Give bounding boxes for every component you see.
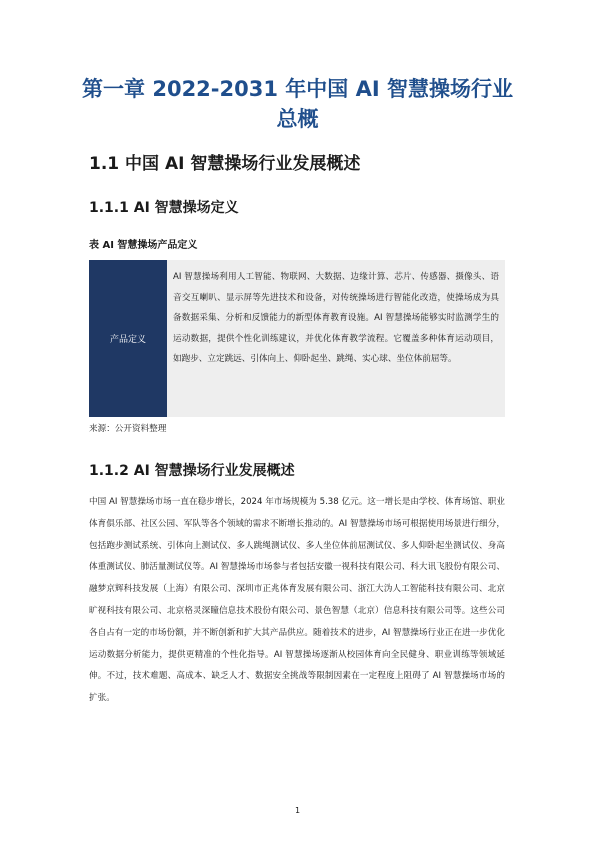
- source-note: 来源：公开资料整理: [89, 424, 167, 434]
- definition-row-label: 产品定义: [89, 260, 167, 417]
- definition-table: [89, 260, 505, 417]
- page-number: 1: [294, 806, 301, 815]
- section-heading-1-1: 1.1 中国 AI 智慧操场行业发展概述: [89, 154, 361, 174]
- chapter-title-line2: 总概: [276, 107, 319, 131]
- definition-row-text: AI 智慧操场利用人工智能、物联网、大数据、边缘计算、芯片、传感器、摄像头、语音交互喇叭、显示屏等先进技术和设备，对传统操场进行智能化改造，使操场成为具备数据采集、分析和反馈能力的新型体育教育设施。AI 智慧操场能够实时监测学生的运动数据，提供个性化训练建议，并优化体育教学流程。它覆盖多种体育运动项目，如跑步、立定跳远、引体向上、仰卧起坐、跳绳、实心球、坐位体前屈等。: [167, 260, 505, 417]
- chapter-title-line1: 第一章 2022-2031 年中国 AI 智慧操场行业: [82, 77, 513, 101]
- chapter-title: [60, 74, 535, 134]
- table-caption: 表 AI 智慧操场产品定义: [89, 240, 198, 251]
- section-heading-1-1-2: 1.1.2 AI 智慧操场行业发展概述: [89, 463, 295, 479]
- body-paragraph: 中国 AI 智慧操场市场一直在稳步增长，2024 年市场规模为 5.38 亿元。这一增长是由学校、体育场馆、职业体育俱乐部、社区公园、军队等各个领域的需求不断增长推动的。AI 智慧操场市场可根据使用场景进行细分，包括跑步测试系统、引体向上测试仪、多人跳绳测试仪、多人坐位体前屈测试仪、多人仰卧起坐测试仪、身高体重测试仪、肺活量测试仪等。AI 智慧操场市场参与者包括安徽一视科技有限公司、科大讯飞股份有限公司、融梦京辉科技发展（上海）有限公司、深圳市正兆体育发展有限公司、浙江大沩人工智能科技有限公司、北京旷视科技有限公司、北京格灵深瞳信息技术股份有限公司、景色智慧（北京）信息科技有限公司等。这些公司各自占有一定的市场份额，并不断创新和扩大其产品供应。随着技术的进步，AI 智慧操场行业正在进一步优化运动数据分析能力，提供更精准的个性化指导。AI 智慧操场逐渐从校园体育向全民健身、职业训练等领域延伸。不过，技术难题、高成本、缺乏人才、数据安全挑战等限制因素在一定程度上阻碍了 AI 智慧操场市场的扩张。: [89, 497, 505, 704]
- section-heading-1-1-1: 1.1.1 AI 智慧操场定义: [89, 200, 239, 216]
